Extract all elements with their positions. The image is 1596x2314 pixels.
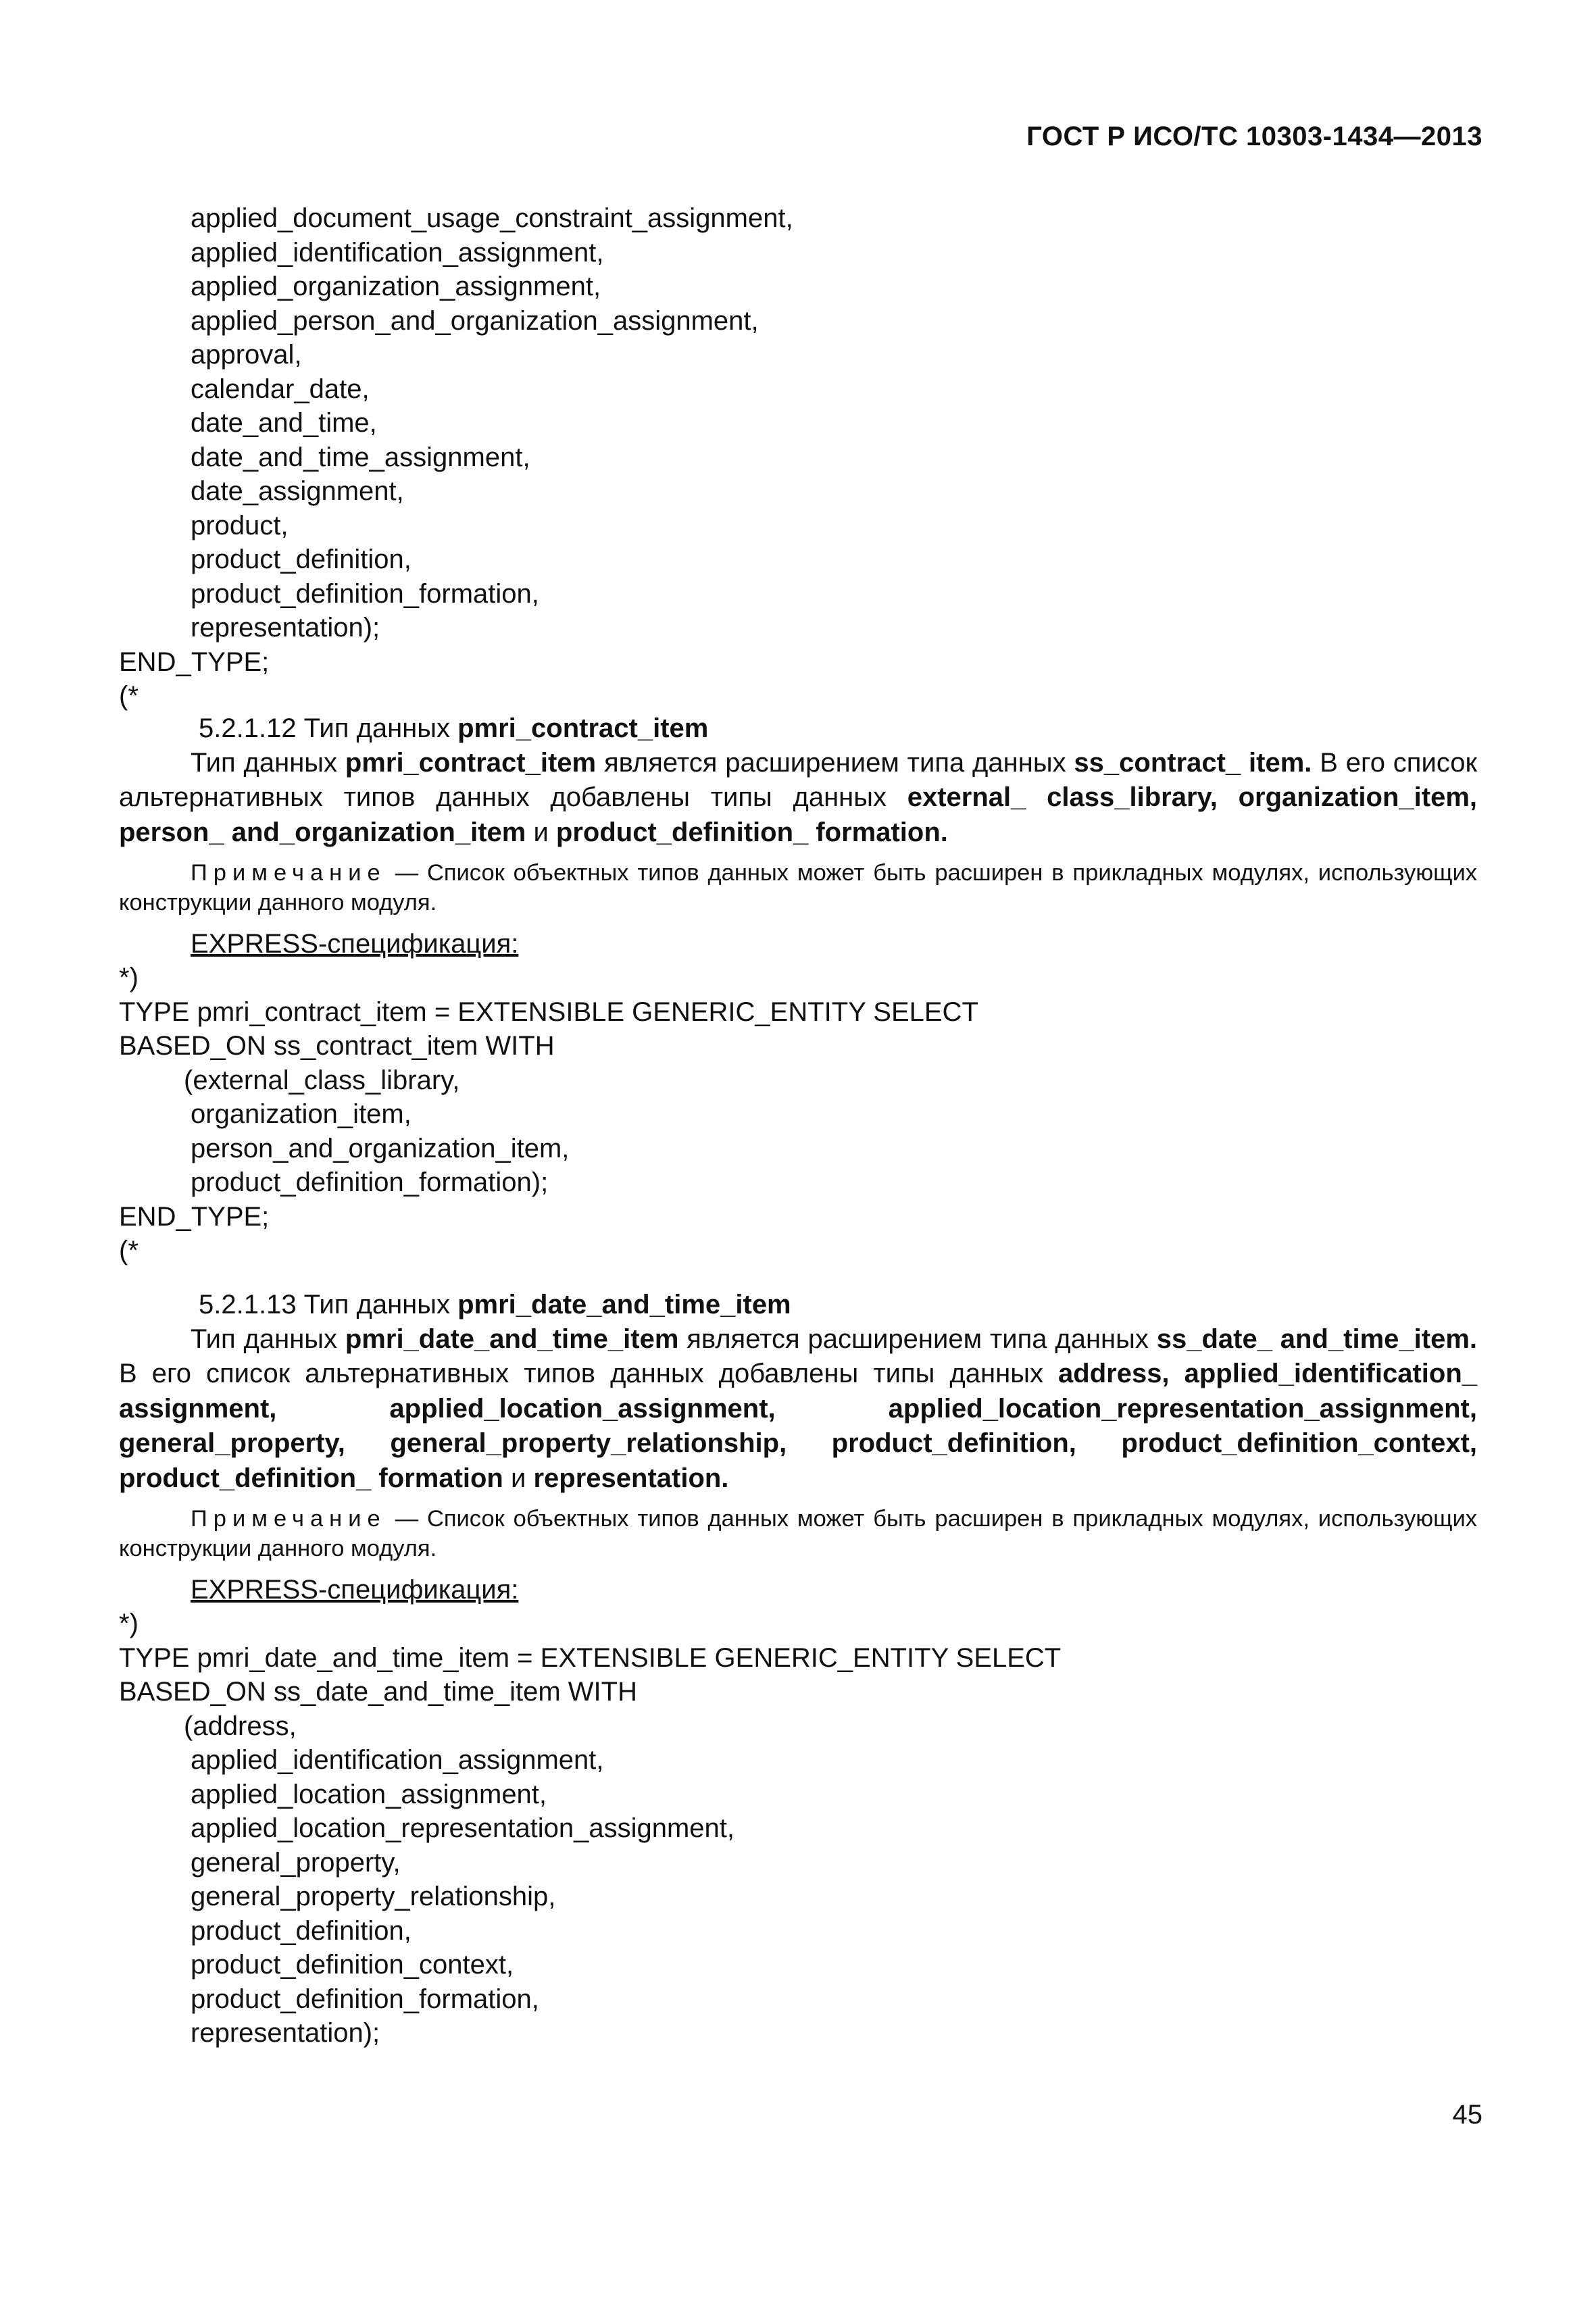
list-item: product, bbox=[191, 510, 289, 540]
para-text: является расширением типа данных bbox=[678, 1324, 1157, 1354]
para-bold: pmri_date_and_time_item bbox=[345, 1324, 679, 1354]
para-text: является расширением типа данных bbox=[596, 747, 1074, 778]
comment-close: *) bbox=[119, 1609, 139, 1638]
page-number: 45 bbox=[1452, 2100, 1482, 2130]
para-bold: external_ class_library, organization_item, person_ and_organization_item bbox=[119, 782, 1477, 847]
code-line: BASED_ON ss_contract_item WITH bbox=[119, 1031, 555, 1061]
heading-number: 5.2.1.13 Тип данных bbox=[199, 1290, 458, 1319]
list-item: applied_person_and_organization_assignment, bbox=[191, 305, 759, 336]
note-text: — Список объектных типов данных может быть расширен в прикладных модулях, использующих конструкции данного модуля. bbox=[119, 860, 1477, 915]
code-list-item: applied_location_assignment, bbox=[191, 1779, 547, 1809]
para-bold: representation. bbox=[533, 1463, 729, 1493]
note bbox=[119, 1504, 1477, 1563]
para-text: Тип данных bbox=[191, 1324, 345, 1354]
para-bold: product_definition_ formation. bbox=[555, 817, 948, 847]
note-label: Примечание bbox=[191, 860, 386, 886]
end-type: END_TYPE; bbox=[119, 1201, 270, 1232]
express-spec-label: EXPRESS-спецификация: bbox=[191, 1575, 519, 1605]
code-list-item: organization_item, bbox=[191, 1099, 412, 1129]
heading-type-name: pmri_date_and_time_item bbox=[457, 1290, 791, 1319]
list-item: date_and_time, bbox=[191, 408, 377, 438]
para-bold: pmri_contract_item bbox=[345, 747, 597, 778]
code-list-item: person_and_organization_item, bbox=[191, 1133, 570, 1163]
code-list-item: representation); bbox=[191, 2018, 380, 2048]
code-list-item: applied_location_representation_assignment, bbox=[191, 1813, 734, 1843]
para-text: и bbox=[526, 817, 556, 847]
list-item: applied_document_usage_constraint_assignment, bbox=[191, 203, 793, 233]
list-item: calendar_date, bbox=[191, 374, 370, 404]
code-line: TYPE pmri_contract_item = EXTENSIBLE GENERIC_ENTITY SELECT bbox=[119, 997, 978, 1027]
section-paragraph bbox=[119, 1322, 1477, 1496]
code-list-item: product_definition_context, bbox=[191, 1950, 514, 1980]
code-line: BASED_ON ss_date_and_time_item WITH bbox=[119, 1677, 637, 1707]
para-text: В его список альтернативных типов данных добавлены типы данных bbox=[119, 747, 1478, 812]
section-heading bbox=[119, 711, 1477, 746]
section-heading bbox=[119, 1288, 1477, 1322]
express-spec-label: EXPRESS-спецификация: bbox=[191, 929, 519, 959]
list-item: date_and_time_assignment, bbox=[191, 442, 530, 472]
code-list-item: product_definition_formation); bbox=[191, 1167, 549, 1197]
code-list-item: (address, bbox=[184, 1711, 297, 1741]
comment-open: (* bbox=[119, 681, 139, 711]
para-text: В его список альтернативных типов данных добавлены типы данных bbox=[119, 1359, 1059, 1388]
para-bold: ss_contract_ item. bbox=[1074, 747, 1312, 778]
list-item: representation); bbox=[191, 613, 380, 643]
comment-open: (* bbox=[119, 1236, 139, 1265]
code-list-item: product_definition, bbox=[191, 1915, 412, 1946]
code-list-item: product_definition_formation, bbox=[191, 1984, 539, 2014]
list-item: date_assignment, bbox=[191, 476, 404, 506]
end-type: END_TYPE; bbox=[119, 647, 270, 677]
note-label: Примечание bbox=[191, 1506, 386, 1532]
document-header: ГОСТ Р ИСО/ТС 10303-1434—2013 bbox=[1026, 122, 1482, 151]
para-text: и bbox=[503, 1463, 534, 1493]
list-item: applied_organization_assignment, bbox=[191, 272, 601, 301]
code-line: TYPE pmri_date_and_time_item = EXTENSIBLE GENERIC_ENTITY SELECT bbox=[119, 1642, 1062, 1673]
para-bold: ss_date_ and_time_item. bbox=[1156, 1324, 1477, 1354]
para-bold: address, applied_identification_ assignment, applied_location_assignment, applied_location_representation_assignment, general_property, general_property_relationship, product_definition, product_definition_context, product_definition_ formation bbox=[119, 1359, 1478, 1493]
list-item: applied_identification_assignment, bbox=[191, 237, 604, 268]
note-text: — Список объектных типов данных может быть расширен в прикладных модулях, использующих конструкции данного модуля. bbox=[119, 1506, 1477, 1561]
note bbox=[119, 858, 1477, 917]
para-text: Тип данных bbox=[191, 747, 345, 778]
section-5-2-1-12 bbox=[119, 711, 1477, 1268]
heading-type-name: pmri_contract_item bbox=[457, 713, 709, 743]
code-list-item: applied_identification_assignment, bbox=[191, 1745, 604, 1775]
comment-close: *) bbox=[119, 963, 139, 992]
code-list-item: general_property_relationship, bbox=[191, 1882, 556, 1911]
code-list-item: general_property, bbox=[191, 1847, 401, 1878]
list-item: product_definition_formation, bbox=[191, 578, 539, 609]
section-paragraph bbox=[119, 746, 1477, 851]
list-item: approval, bbox=[191, 340, 302, 370]
code-list-item: (external_class_library, bbox=[184, 1065, 460, 1095]
list-item: product_definition, bbox=[191, 545, 412, 574]
top-select-list bbox=[119, 201, 1477, 713]
section-5-2-1-13 bbox=[119, 1288, 1477, 2051]
heading-number: 5.2.1.12 Тип данных bbox=[199, 713, 458, 743]
